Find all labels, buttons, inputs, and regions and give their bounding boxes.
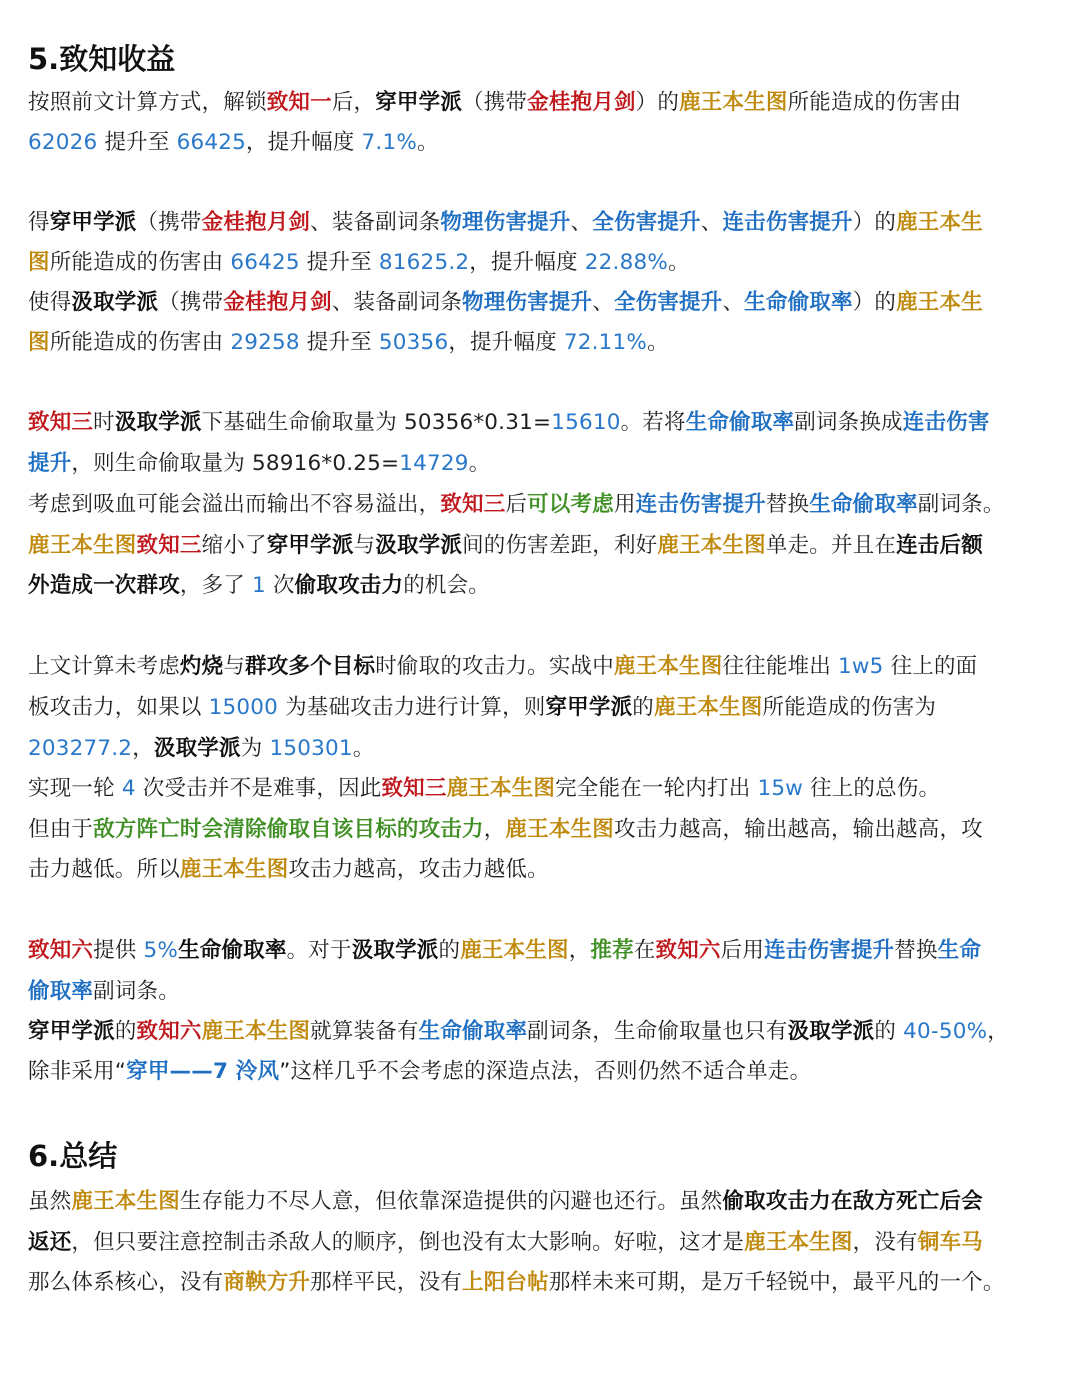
text-line [28,323,669,363]
plain-text: 所能造成的伤害由 [49,250,231,275]
plain-text: 。 [468,451,491,476]
gold-highlight: 鹿王本生图 [654,695,763,720]
plain-text: ，则生命偷取量为 58916*0.25= [71,451,400,476]
plain-text: 间的伤害差距，利好 [462,533,658,558]
plain-text: ）的 [852,210,897,235]
plain-text: 提升至 [299,250,379,275]
blue-highlight: 生命偷取率 [809,492,918,517]
bold-term: 穿甲学派 [266,533,354,558]
plain-text: 副词条。 [93,979,180,1004]
blue-highlight: 穿甲——7 泠风 [126,1059,280,1084]
plain-text: 的 [874,1019,904,1044]
bold-term: 汲取学派 [787,1019,875,1044]
number-value: 203277.2 [28,736,133,761]
bold-term: 穿甲学派 [545,695,633,720]
number-value: 72.11% [563,330,648,355]
plain-text: ，提升幅度 [448,330,564,355]
plain-text: 后 [505,492,528,517]
number-value: 15610 [551,410,621,435]
text-line [28,444,490,484]
blue-highlight: 连击伤害提升 [635,492,766,517]
plain-text: 的机会。 [403,573,490,598]
plain-text: 后， [331,90,376,115]
plain-text: ）的 [635,90,680,115]
plain-text: 后用 [720,938,765,963]
plain-text: 按照前文计算方式，解锁 [28,90,267,115]
blue-highlight: 物理伤害提升 [440,210,571,235]
green-highlight: 可以考虑 [527,492,614,517]
plain-text: 时偷取的攻击力。实战中 [375,654,614,679]
text-line [28,83,961,123]
number-value: 50356 [378,330,449,355]
text-line [28,1182,983,1222]
gold-highlight: 鹿王本生图 [460,938,569,963]
plain-text: 。若将 [620,410,686,435]
red-highlight: 金桂抱月剑 [527,90,636,115]
number-value: 7.1% [361,130,417,155]
bold-term: 灼烧 [179,654,224,679]
text-line [28,1052,811,1092]
plain-text: 。 [352,736,375,761]
red-highlight: 金桂抱月剑 [201,210,311,235]
plain-text: ，没有 [852,1230,918,1255]
plain-text: 、 [570,210,593,235]
bold-term: 外造成一次群攻 [28,573,180,598]
plain-text: （携带 [158,290,224,315]
plain-text: 击力越低。所以 [28,857,180,882]
number-value: 81625.2 [378,250,470,275]
plain-text: 用 [613,492,636,517]
gold-highlight: 鹿王本生图 [446,776,556,801]
text-line [28,485,1005,525]
number-value: 66425 [176,130,246,155]
plain-text: ， [483,817,506,842]
bold-term: 汲取学派 [71,290,159,315]
plain-text: 次 [265,573,295,598]
bold-term: 偷取攻击力 [294,573,404,598]
gold-highlight: 鹿王本生图 [179,857,289,882]
section-heading-5: 5.致知收益 [28,42,176,76]
text-line [28,972,180,1012]
bold-term: 穿甲学派 [28,1019,115,1044]
bold-term: 穿甲学派 [375,90,463,115]
gold-highlight: 图 [28,250,50,275]
number-value: 1 [252,573,266,598]
plain-text: ）的 [852,290,897,315]
plain-text: 。对于 [286,938,352,963]
plain-text: 下基础生命偷取量为 50356*0.31= [201,410,552,435]
plain-text: 上文计算未考虑 [28,654,180,679]
plain-text: ，提升幅度 [245,130,362,155]
plain-text: ， [568,938,591,963]
gold-highlight: 鹿王本生 [896,210,983,235]
plain-text: 副词条，生命偷取量也只有 [527,1019,788,1044]
blue-highlight: 连击伤害 [902,410,990,435]
plain-text: 在 [633,938,656,963]
number-value: 1w5 [837,654,884,679]
plain-text: 得 [28,210,50,235]
blue-highlight: 全伤害提升 [592,210,701,235]
text-line [28,243,690,283]
blue-highlight: 生命偷取率 [744,290,853,315]
red-highlight: 致知六 [28,938,94,963]
text-line [28,850,549,890]
bold-term: 群攻多个目标 [245,654,376,679]
blue-highlight: 全伤害提升 [613,290,723,315]
plain-text: 替换 [894,938,938,963]
gold-highlight: 图 [28,330,50,355]
plain-text: 攻击力越高，输出越高，输出越高，攻 [613,817,983,842]
plain-text: 的 [438,938,461,963]
text-line [28,1012,1009,1052]
gold-highlight: 上阳台帖 [462,1270,549,1295]
plain-text: ”这样几乎不会考虑的深造点法，否则仍然不适合单走。 [279,1059,812,1084]
plain-text: 。 [647,330,669,355]
text-line [28,123,439,163]
plain-text: ， [987,1019,1009,1044]
text-line [28,526,983,566]
gold-highlight: 铜车马 [917,1230,983,1255]
plain-text: 与 [353,533,376,558]
text-line [28,729,374,769]
plain-text: 那样平民，没有 [310,1270,463,1295]
plain-text: 副词条。 [917,492,1005,517]
text-line [28,566,490,606]
bold-term: 穿甲学派 [49,210,137,235]
plain-text: 往上的总伤。 [803,776,941,801]
bold-term: 汲取学派 [153,736,241,761]
bold-term: 生命偷取率 [178,938,287,963]
number-value: 15w [757,776,803,801]
plain-text: 虽然 [28,1189,72,1214]
green-highlight: 推荐 [590,938,634,963]
plain-text: 往往能堆出 [722,654,838,679]
plain-text: 提供 [93,938,144,963]
plain-text: 、装备副词条 [310,210,441,235]
plain-text: 就算装备有 [310,1019,419,1044]
plain-text: 、 [722,290,745,315]
blue-highlight: 生命偷取率 [418,1019,528,1044]
number-value: 150301 [269,736,353,761]
green-highlight: 敌方阵亡时会清除偷取自该目标的攻击力 [93,817,484,842]
plain-text: （携带 [136,210,202,235]
red-highlight: 金桂抱月剑 [223,290,332,315]
red-highlight: 致知三 [381,776,447,801]
gold-highlight: 鹿王本生图 [28,533,137,558]
plain-text: 为基础攻击力进行计算，则 [278,695,546,720]
number-value: 22.88% [584,250,668,275]
number-value: 29258 [230,330,300,355]
plain-text: ，多了 [179,573,253,598]
plain-text: 板攻击力，如果以 [28,695,209,720]
blue-highlight: 连击伤害提升 [764,938,895,963]
text-line [28,1263,1005,1303]
plain-text: ，但只要注意控制击杀敌人的顺序，倒也没有太大影响。好啦，这才是 [71,1230,745,1255]
plain-text: 完全能在一轮内打出 [555,776,758,801]
number-value: 5% [143,938,179,963]
plain-text: 使得 [28,290,72,315]
plain-text: 那样未来可期，是万千轻锐中，最平凡的一个。 [548,1270,1005,1295]
plain-text: ， [132,736,154,761]
blue-highlight: 生命偷取率 [685,410,795,435]
plain-text: 与 [223,654,246,679]
gold-highlight: 鹿王本生图 [657,533,766,558]
red-highlight: 致知三 [136,533,202,558]
text-line [28,647,977,687]
text-line [28,403,990,443]
gold-highlight: 鹿王本生图 [679,90,788,115]
plain-text: 、 [700,210,723,235]
text-line [28,283,983,323]
bold-term: 汲取学派 [114,410,202,435]
plain-text: 替换 [765,492,810,517]
plain-text: 所能造成的伤害为 [762,695,937,720]
plain-text: 单走。并且在 [765,533,897,558]
bold-term: 偷取攻击力在敌方死亡后会 [722,1189,983,1214]
plain-text: 所能造成的伤害由 [49,330,231,355]
text-line [28,688,936,728]
red-highlight: 致知六 [655,938,721,963]
bold-term: 汲取学派 [375,533,463,558]
plain-text: 时 [93,410,115,435]
plain-text: 。 [416,130,439,155]
number-value: 66425 [230,250,300,275]
plain-text: 提升至 [299,330,379,355]
gold-highlight: 鹿王本生图 [201,1019,311,1044]
blue-highlight: 生命 [937,938,982,963]
text-line [28,1223,983,1263]
blue-highlight: 连击伤害提升 [722,210,853,235]
plain-text: 除非采用“ [28,1059,127,1084]
plain-text: 次受击并不是难事，因此 [135,776,382,801]
plain-text: （携带 [462,90,528,115]
red-highlight: 致知三 [28,410,94,435]
gold-highlight: 鹿王本生 [896,290,983,315]
gold-highlight: 商鞅方升 [223,1270,311,1295]
red-highlight: 致知六 [136,1019,202,1044]
gold-highlight: 鹿王本生图 [744,1230,853,1255]
plain-text: 考虑到吸血可能会溢出而输出不容易溢出， [28,492,441,517]
bold-term: 汲取学派 [351,938,439,963]
plain-text: 实现一轮 [28,776,122,801]
plain-text: 。 [667,250,690,275]
number-value: 15000 [208,695,279,720]
bold-term: 返还 [28,1230,72,1255]
plain-text: 提升至 [97,130,177,155]
text-line [28,203,983,243]
gold-highlight: 鹿王本生图 [71,1189,180,1214]
plain-text: 生存能力不尽人意，但依靠深造提供的闪避也还行。虽然 [179,1189,723,1214]
text-line [28,931,981,971]
number-value: 40-50% [903,1019,988,1044]
gold-highlight: 鹿王本生图 [613,654,723,679]
plain-text: 、 [592,290,614,315]
blue-highlight: 物理伤害提升 [462,290,593,315]
red-highlight: 致知三 [440,492,506,517]
plain-text: 、装备副词条 [331,290,463,315]
number-value: 62026 [28,130,98,155]
gold-highlight: 鹿王本生图 [505,817,614,842]
plain-text: 攻击力越高，攻击力越低。 [288,857,549,882]
blue-highlight: 提升 [28,451,72,476]
plain-text: 但由于 [28,817,94,842]
plain-text: 缩小了 [201,533,267,558]
blue-highlight: 偷取率 [28,979,94,1004]
text-line [28,769,940,809]
plain-text: 所能造成的伤害由 [787,90,962,115]
red-highlight: 致知一 [266,90,332,115]
bold-term: 连击后额 [896,533,983,558]
plain-text: 的 [632,695,654,720]
text-line [28,810,983,850]
number-value: 4 [121,776,136,801]
number-value: 14729 [399,451,469,476]
plain-text: 那么体系核心，没有 [28,1270,224,1295]
plain-text: 往上的面 [883,654,978,679]
plain-text: 为 [240,736,270,761]
plain-text: 副词条换成 [794,410,903,435]
plain-text: ，提升幅度 [469,250,585,275]
section-heading-6: 6.总结 [28,1139,118,1173]
plain-text: 的 [114,1019,137,1044]
